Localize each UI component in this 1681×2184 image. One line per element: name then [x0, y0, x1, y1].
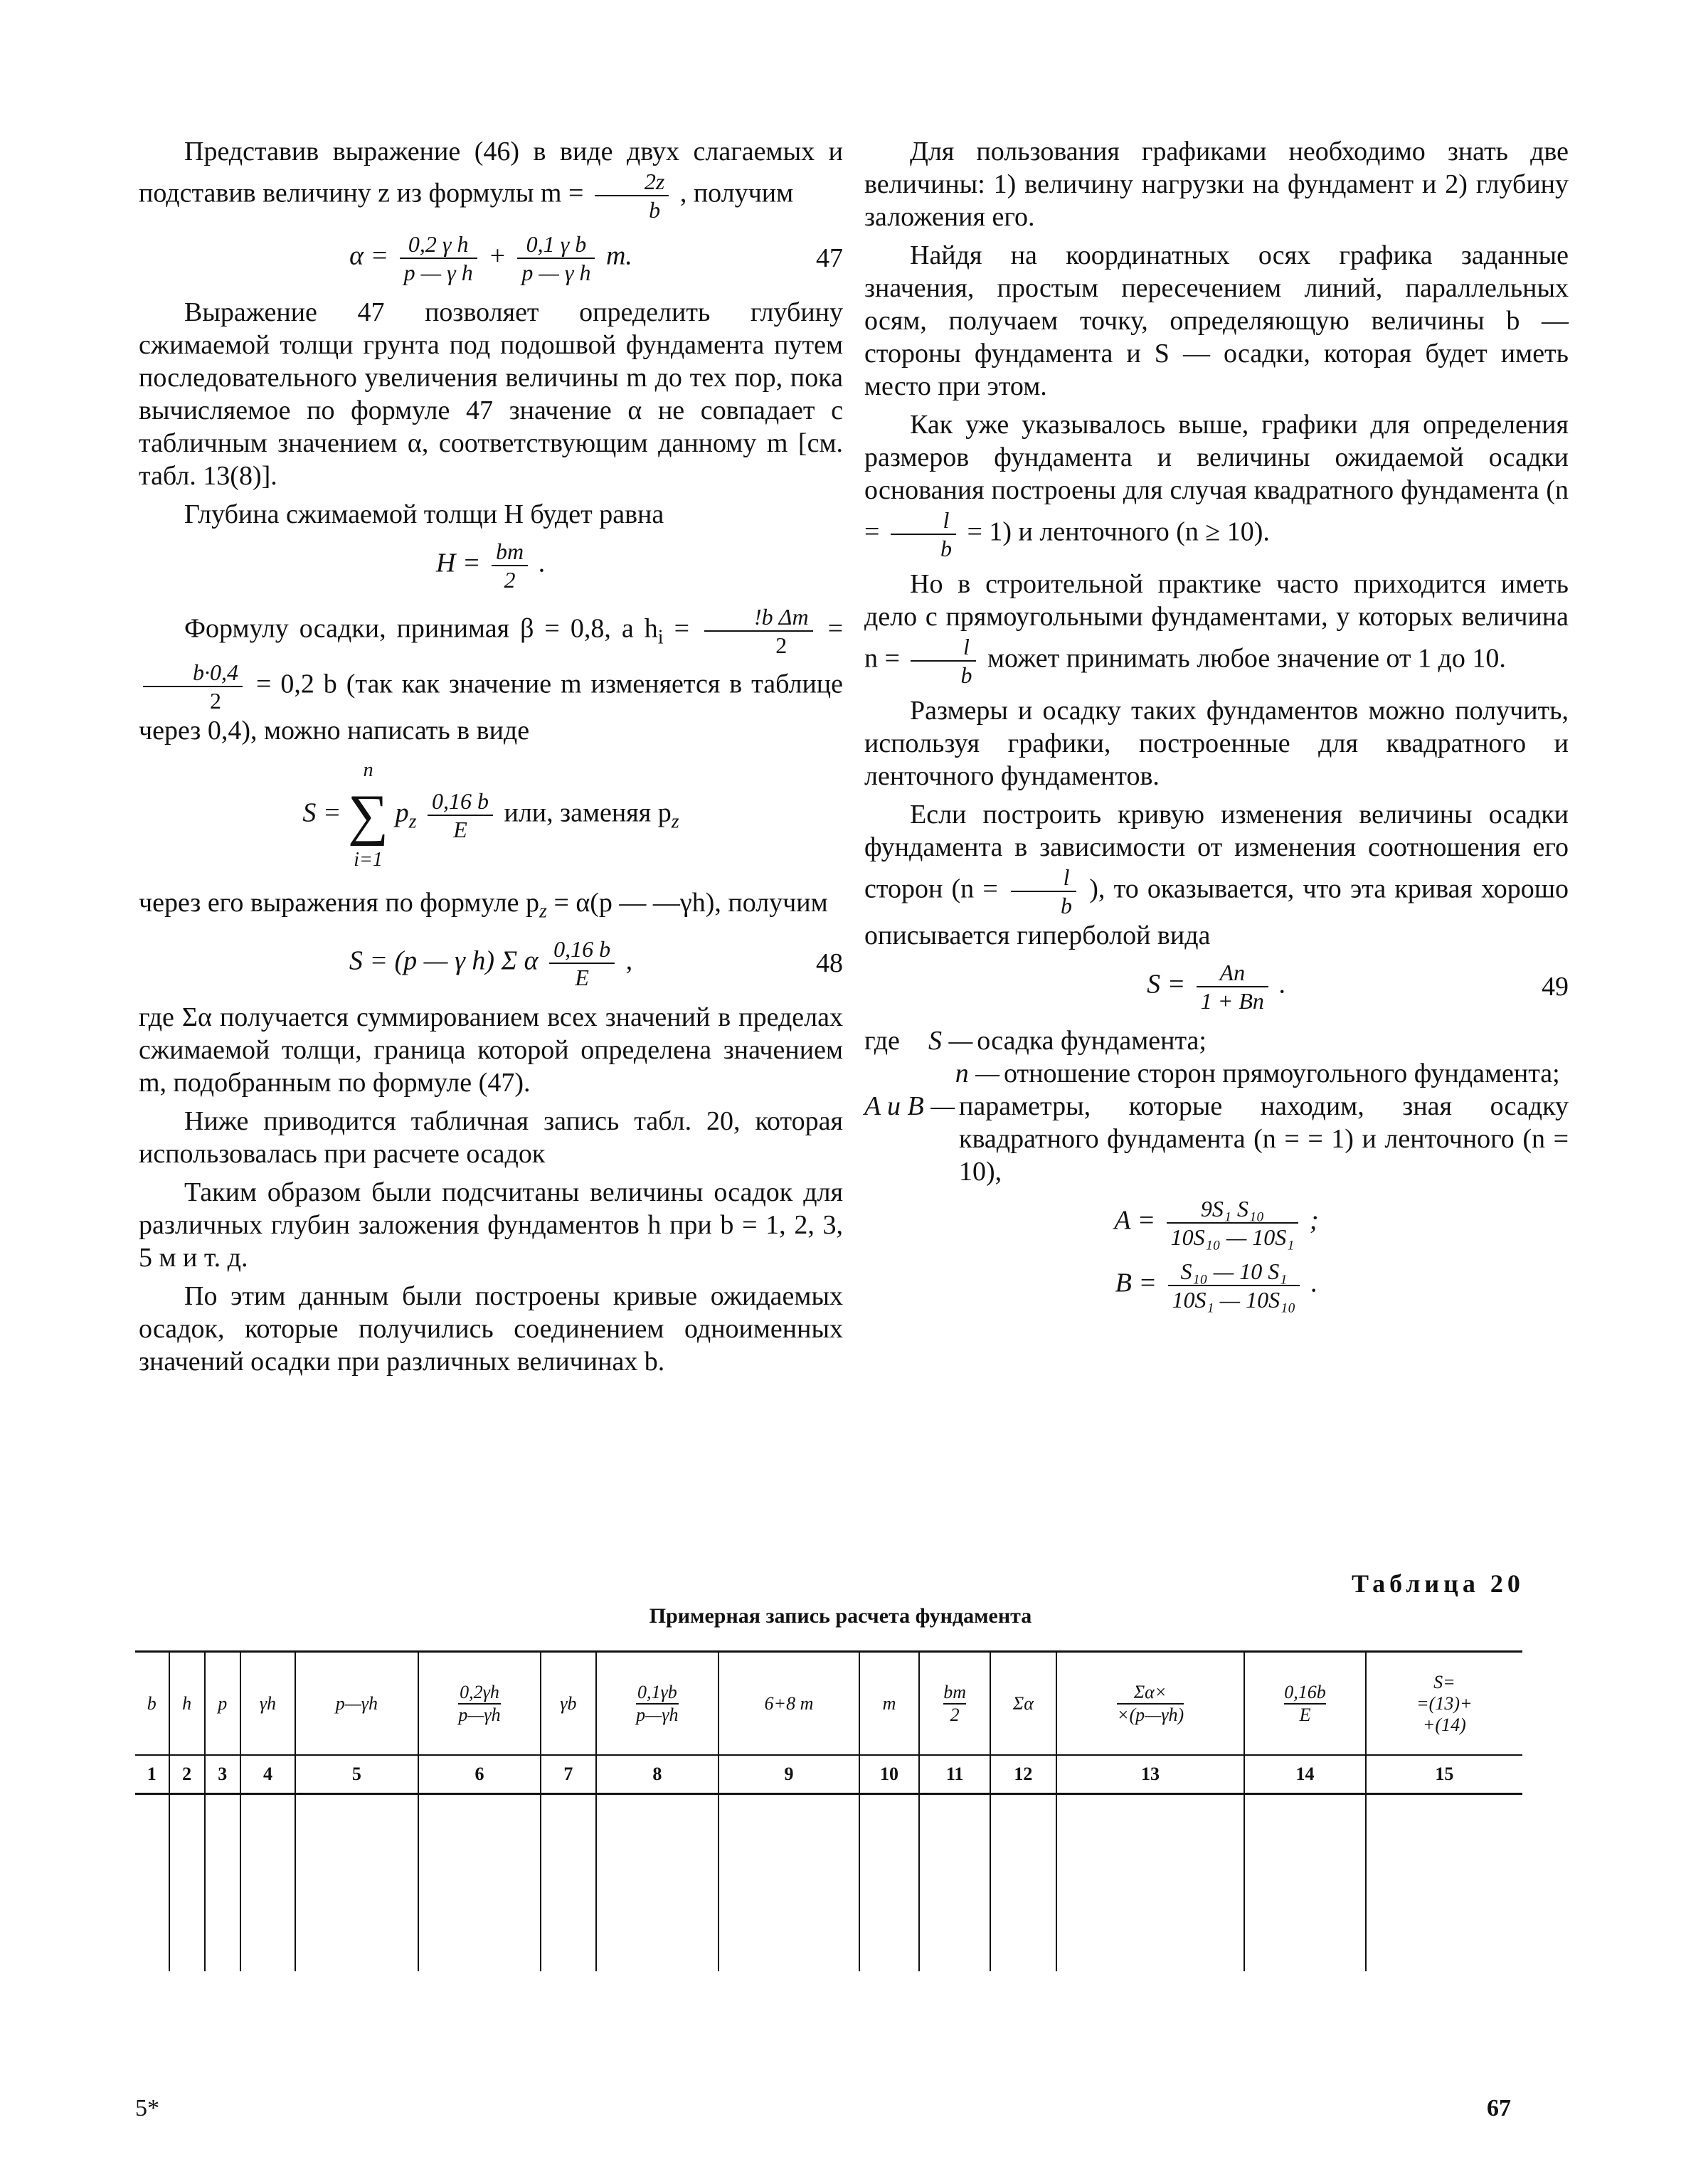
table-cell [418, 1794, 541, 1972]
paragraph: Как уже указывалось выше, графики для определения размеров фундамента и величины ожидаемой осадки основания построены для случая квадратного фундамента (n = $\frac{l}{b}$ = 1) и ленточного (n ≥ 10). [864, 410, 1569, 561]
column-number: 8 [596, 1755, 719, 1794]
column-number: 7 [541, 1755, 595, 1794]
equation-A: A = $\frac{\text{9S₁ S₁₀}}{\text{10S₁₀ — 10S₁}}$ ; [1114, 1196, 1319, 1250]
definition: n — отношение сторон прямоугольного фундамента; [955, 1059, 1560, 1088]
column-header: m [859, 1652, 919, 1756]
paragraph: через его выражения по формуле $p_z = \alpha(p$ — —γh), получим [139, 888, 828, 923]
table-cell [990, 1794, 1056, 1972]
table-number-row [135, 1755, 1522, 1794]
table-cell [919, 1794, 990, 1972]
definition: A и B — параметры, которые находим, зная осадку квадратного фундамента (n = = 1) и ленточного (n = 10), [864, 1091, 1569, 1187]
equation-48: S = (p — γ h) Σ α $\frac{0,16 b}{E}$ , 48 [349, 935, 843, 990]
table-cell [859, 1794, 919, 1972]
column-number: 9 [718, 1755, 859, 1794]
table-cell [135, 1794, 169, 1972]
column-number: 4 [240, 1755, 295, 1794]
column-number: 3 [205, 1755, 240, 1794]
paragraph: Размеры и осадку таких фундаментов можно получить, используя графики, построенные для квадратного и ленточного фундаментов. [864, 696, 1569, 791]
equation-47: α = $\frac{\text{0,2 γ h}}{\text{p — γ h}}$ + $\frac{\text{0,1 γ b}}{\text{p — γ h}}$ m. 47 [349, 231, 843, 285]
table-cell [596, 1794, 719, 1972]
table-title: Примерная запись расчета фундамента [649, 1604, 1032, 1628]
column-number: 11 [919, 1755, 990, 1794]
column-header: $\frac{0,1\gamma b}{p—\gamma h}$ [596, 1652, 719, 1756]
column-header: p [205, 1652, 240, 1756]
signature-mark: 5* [135, 2095, 159, 2121]
paragraph: По этим данным были построены кривые ожидаемых осадок, которые получились соединением одноименных значений осадки при различных величинах b. [139, 1281, 843, 1377]
column-header: Σα [990, 1652, 1056, 1756]
column-number: 1 [135, 1755, 169, 1794]
paragraph: Для пользования графиками необходимо знать две величины: 1) величину нагрузки на фундамент и 2) глубину заложения его. [864, 137, 1569, 232]
column-number: 5 [295, 1755, 418, 1794]
column-number: 13 [1056, 1755, 1245, 1794]
table-cell [1366, 1794, 1522, 1972]
column-header: γh [240, 1652, 295, 1756]
paragraph: Представив выражение (46) в виде двух слагаемых и подставив величину z из формулы m = $\frac{2z}{b}$ , получим [139, 137, 843, 223]
definitions-list [864, 1024, 1569, 1188]
left-column [139, 135, 843, 1384]
column-header: $\frac{0,2\gamma h}{p—\gamma h}$ [418, 1652, 541, 1756]
paragraph: Таким образом были подсчитаны величины осадок для различных глубин заложения фундаментов h при b = 1, 2, 3, 5 м и т. д. [139, 1177, 843, 1273]
calculation-table [135, 1650, 1522, 1971]
right-column [864, 135, 1569, 1323]
column-header: b [135, 1652, 169, 1756]
column-header: $\frac{\Sigma\alpha\times}{\times(p—\gamma h)}$ [1056, 1652, 1245, 1756]
paragraph: Формулу осадки, принимая β = 0,8, а $h_i$ = $\frac{\text{!b Δm}}{2}$ = $\frac{b\cdot 0,4}{2}$ = 0,2 b (так как значение m изменяется в таблице через 0,4), можно написать в виде [139, 604, 844, 746]
table-cell [541, 1794, 595, 1972]
table-cell [169, 1794, 205, 1972]
table-cell [718, 1794, 859, 1972]
column-header: h [169, 1652, 205, 1756]
column-number: 14 [1244, 1755, 1365, 1794]
page-number: 67 [1487, 2095, 1511, 2121]
column-number: 10 [859, 1755, 919, 1794]
equation-number: 49 [1542, 972, 1569, 1002]
paragraph: Глубина сжимаемой толщи H будет равна [184, 499, 664, 529]
paragraph: где Σα получается суммированием всех значений в пределах сжимаемой толщи, граница которой определена значением m, подобранным по формуле (47). [139, 1002, 843, 1098]
column-number: 12 [990, 1755, 1056, 1794]
paragraph: Найдя на координатных осях графика заданные значения, простым пересечением линий, параллельных осям, получаем точку, определяющую величины b — стороны фундамента и S — осадки, которая будет иметь место при этом. [864, 240, 1569, 401]
column-header: 6+8 m [718, 1652, 859, 1756]
definition: где S — осадка фундамента; [864, 1026, 1207, 1056]
equation-49: S = $\frac{An}{1 + Bn}$ . 49 [1147, 960, 1569, 1014]
paragraph: Выражение 47 позволяет определить глубину сжимаемой толщи грунта под подошвой фундамента путем последовательного увеличения величины m до тех пор, пока вычисляемое по формуле 47 значение α не совпадает с табличным значением α, соответствующим данному m [см. табл. 13(8)]. [139, 297, 843, 491]
column-number: 15 [1366, 1755, 1522, 1794]
table-cell [295, 1794, 418, 1972]
equation-S-sum: S = n ∑ i=1 $p_z$ $\frac{0,16 b}{E}$ или, заменяя $p_z$ [302, 759, 679, 871]
column-header: $\frac{0,16b}{E}$ [1244, 1652, 1365, 1756]
column-header: p—γh [295, 1652, 418, 1756]
table-cell [240, 1794, 295, 1972]
equation-B: B = $\frac{\text{S₁₀ — 10 S₁}}{\text{10S₁ — 10S₁₀}}$ . [1115, 1258, 1318, 1313]
column-number: 2 [169, 1755, 205, 1794]
table-row [135, 1794, 1522, 1972]
paragraph: Но в строительной практике часто приходится иметь дело с прямоугольными фундаментами, у которых величина n = $\frac{l}{b}$ может принимать любое значение от 1 до 10. [864, 569, 1569, 688]
column-header: γb [541, 1652, 595, 1756]
column-header: S= =(13)+ +(14) [1366, 1652, 1522, 1756]
equation-number: 48 [816, 948, 843, 978]
paragraph: Если построить кривую изменения величины осадки фундамента в зависимости от изменения соотношения его сторон (n = $\frac{l}{b}$ ), то оказывается, что эта кривая хорошо описывается гиперболой вида [864, 800, 1569, 950]
paragraph: Ниже приводится табличная запись табл. 20, которая использовалась при расчете осадок [139, 1106, 843, 1169]
table-label: Таблица 20 [1352, 1569, 1524, 1598]
column-header: $\frac{bm}{2}$ [919, 1652, 990, 1756]
table-cell [1244, 1794, 1365, 1972]
table-header-row [135, 1652, 1522, 1756]
equation-H: H = $\frac{bm}{2}$ . [435, 539, 546, 593]
table-cell [205, 1794, 240, 1972]
table-cell [1056, 1794, 1245, 1972]
fraction: $\frac{2z}{b}$ [595, 168, 669, 223]
equation-number: 47 [816, 243, 843, 273]
column-number: 6 [418, 1755, 541, 1794]
